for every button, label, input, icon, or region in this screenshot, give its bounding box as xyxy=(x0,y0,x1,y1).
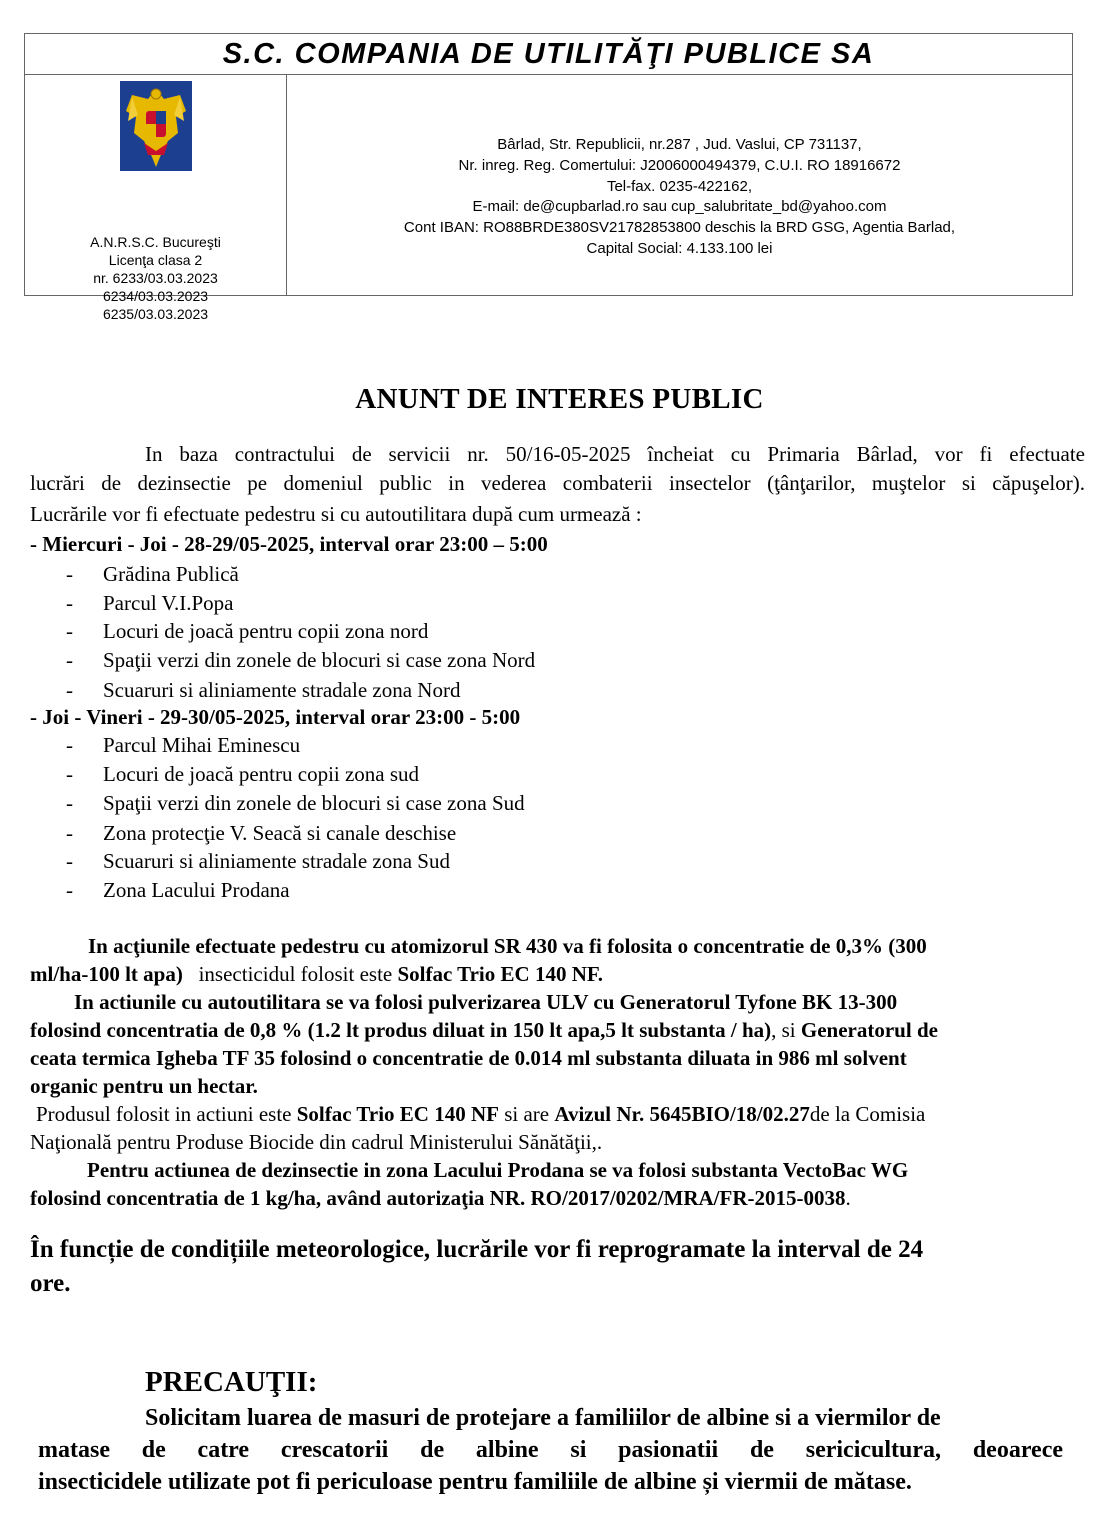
list-bullet: - xyxy=(66,648,73,672)
dosage-text: folosind concentratia de 0,8 % (1.2 lt produs diluat in 150 lt apa,5 lt substanta / ha) xyxy=(30,1018,772,1042)
licence-number: nr. 6233/03.03.2023 xyxy=(93,270,218,286)
list-item: Grădina Publică xyxy=(103,562,239,586)
list-item: Zona Lacului Prodana xyxy=(103,878,290,902)
schedule-heading: - Joi - Vineri - 29-30/05-2025, interval orar 23:00 - 5:00 xyxy=(30,705,521,729)
paragraph-line: organic pentru un hectar. xyxy=(30,1074,258,1098)
list-item: Locuri de joacă pentru copii zona nord xyxy=(103,619,429,643)
list-bullet: - xyxy=(66,678,73,702)
plain-text: insecticidul folosit este xyxy=(198,962,393,986)
licence-class: Licenţa clasa 2 xyxy=(108,252,203,268)
paragraph-line: ceata termica Igheba TF 35 folosind o concentratie de 0.014 ml substanta diluata in 986 ml solvent xyxy=(30,1046,907,1070)
precautions-heading: PRECAUŢII: xyxy=(145,1366,318,1398)
paragraph-line xyxy=(30,962,603,987)
paragraph-line xyxy=(30,1186,851,1211)
list-bullet: - xyxy=(66,762,73,786)
plain-text: . xyxy=(845,1186,851,1210)
list-item: Scuaruri si aliniamente stradale zona Nord xyxy=(103,678,461,702)
list-bullet: - xyxy=(66,733,73,757)
schedule-heading: - Miercuri - Joi - 28-29/05-2025, interval orar 23:00 – 5:00 xyxy=(30,532,548,556)
licence-authority: A.N.R.S.C. Bucureşti xyxy=(90,234,221,250)
precautions-line: insecticidele utilizate pot fi periculoase pentru familiile de albine și viermii de mătase. xyxy=(38,1469,912,1495)
weather-notice: În funcție de condițiile meteorologice, lucrările vor fi reprogramate la interval de 24 xyxy=(30,1236,924,1263)
paragraph-line: In actiunile cu autoutilitara se va folosi pulverizarea ULV cu Generatorul Tyfone BK 13-300 xyxy=(74,990,898,1014)
list-bullet: - xyxy=(66,878,73,902)
romanian-coat-of-arms-icon xyxy=(120,81,192,171)
paragraph-line: In acţiunile efectuate pedestru cu atomizorul SR 430 va fi folosita o concentratie de 0,3% (300 xyxy=(88,934,927,958)
precautions-line: matase de catre crescatorii de albine si pasionatii de sericicultura, deoarece xyxy=(38,1437,1063,1463)
plain-text: de la Comisia xyxy=(809,1102,926,1126)
licence-number: 6235/03.03.2023 xyxy=(102,306,209,322)
paragraph-line: Pentru actiunea de dezinsectie in zona Lacului Prodana se va folosi substanta VectoBac WG xyxy=(87,1158,909,1182)
list-item: Parcul V.I.Popa xyxy=(103,591,234,615)
weather-notice: ore. xyxy=(30,1270,71,1297)
list-bullet: - xyxy=(66,821,73,845)
list-item: Scuaruri si aliniamente stradale zona Sud xyxy=(103,849,450,873)
list-item: Zona protecţie V. Seacă si canale deschise xyxy=(103,821,457,845)
product-name: Solfac Trio EC 140 NF. xyxy=(397,962,604,986)
list-bullet: - xyxy=(66,562,73,586)
list-bullet: - xyxy=(66,591,73,615)
product-name: Solfac Trio EC 140 NF xyxy=(296,1102,499,1126)
list-item: Parcul Mihai Eminescu xyxy=(103,733,301,757)
list-item: Spaţii verzi din zonele de blocuri si case zona Nord xyxy=(103,648,536,672)
list-bullet: - xyxy=(66,791,73,815)
list-item: Spaţii verzi din zonele de blocuri si case zona Sud xyxy=(103,791,525,815)
list-bullet: - xyxy=(66,619,73,643)
licence-cell xyxy=(25,75,287,322)
intro-line: lucrări de dezinsectie pe domeniul public in vederea combaterii insectelor (ţânţarilor, muştelor si căpuşelor). xyxy=(30,471,1085,495)
intro-line: Lucrările vor fi efectuate pedestru si cu autoutilitara după cum urmează : xyxy=(30,502,642,526)
paragraph-line: Naţională pentru Produse Biocide din cadrul Ministerului Sănătăţii,. xyxy=(30,1130,603,1154)
address-line: Bârlad, Str. Republicii, nr.287 , Jud. Vaslui, CP 731137, xyxy=(497,136,862,153)
generator-name: Generatorul de xyxy=(800,1018,938,1042)
approval-number: Avizul Nr. 5645BIO/18/02.27 xyxy=(554,1102,810,1126)
intro-line: In baza contractului de servicii nr. 50/16-05-2025 încheiat cu Primaria Bârlad, vor fi efectuate xyxy=(145,442,1085,466)
capital-line: Capital Social: 4.133.100 lei xyxy=(586,239,773,257)
letterhead xyxy=(24,33,1073,322)
licence-number: 6234/03.03.2023 xyxy=(102,288,209,304)
plain-text: , si xyxy=(771,1018,796,1042)
dosage-text: ml/ha-100 lt apa) xyxy=(30,962,183,986)
precautions-line: Solicitam luarea de masuri de protejare a familiilor de albine si a viermilor de xyxy=(145,1405,941,1431)
paragraph-line xyxy=(30,1018,938,1043)
list-item: Locuri de joacă pentru copii zona sud xyxy=(103,762,420,786)
email-line: E-mail: de@cupbarlad.ro sau cup_salubritate_bd@yahoo.com xyxy=(472,198,887,216)
authorization-text: folosind concentratia de 1 kg/ha, având autorizaţia NR. RO/2017/0202/MRA/FR-2015-0038 xyxy=(30,1186,846,1210)
registration-line: Nr. inreg. Reg. Comertului: J2006000494379, C.U.I. RO 18916672 xyxy=(458,156,901,174)
phone-line: Tel-fax. 0235-422162, xyxy=(606,177,753,195)
document-title: ANUNT DE INTERES PUBLIC xyxy=(355,383,764,415)
company-name: S.C. COMPANIA DE UTILITĂŢI PUBLICE SA xyxy=(25,34,1072,75)
list-bullet: - xyxy=(66,849,73,873)
plain-text: si are xyxy=(504,1102,550,1126)
plain-text: Produsul folosit in actiuni este xyxy=(36,1102,292,1126)
company-details-cell xyxy=(287,75,1072,296)
paragraph-line xyxy=(36,1102,925,1127)
iban-line: Cont IBAN: RO88BRDE380SV21782853800 deschis la BRD GSG, Agentia Barlad, xyxy=(403,219,956,237)
